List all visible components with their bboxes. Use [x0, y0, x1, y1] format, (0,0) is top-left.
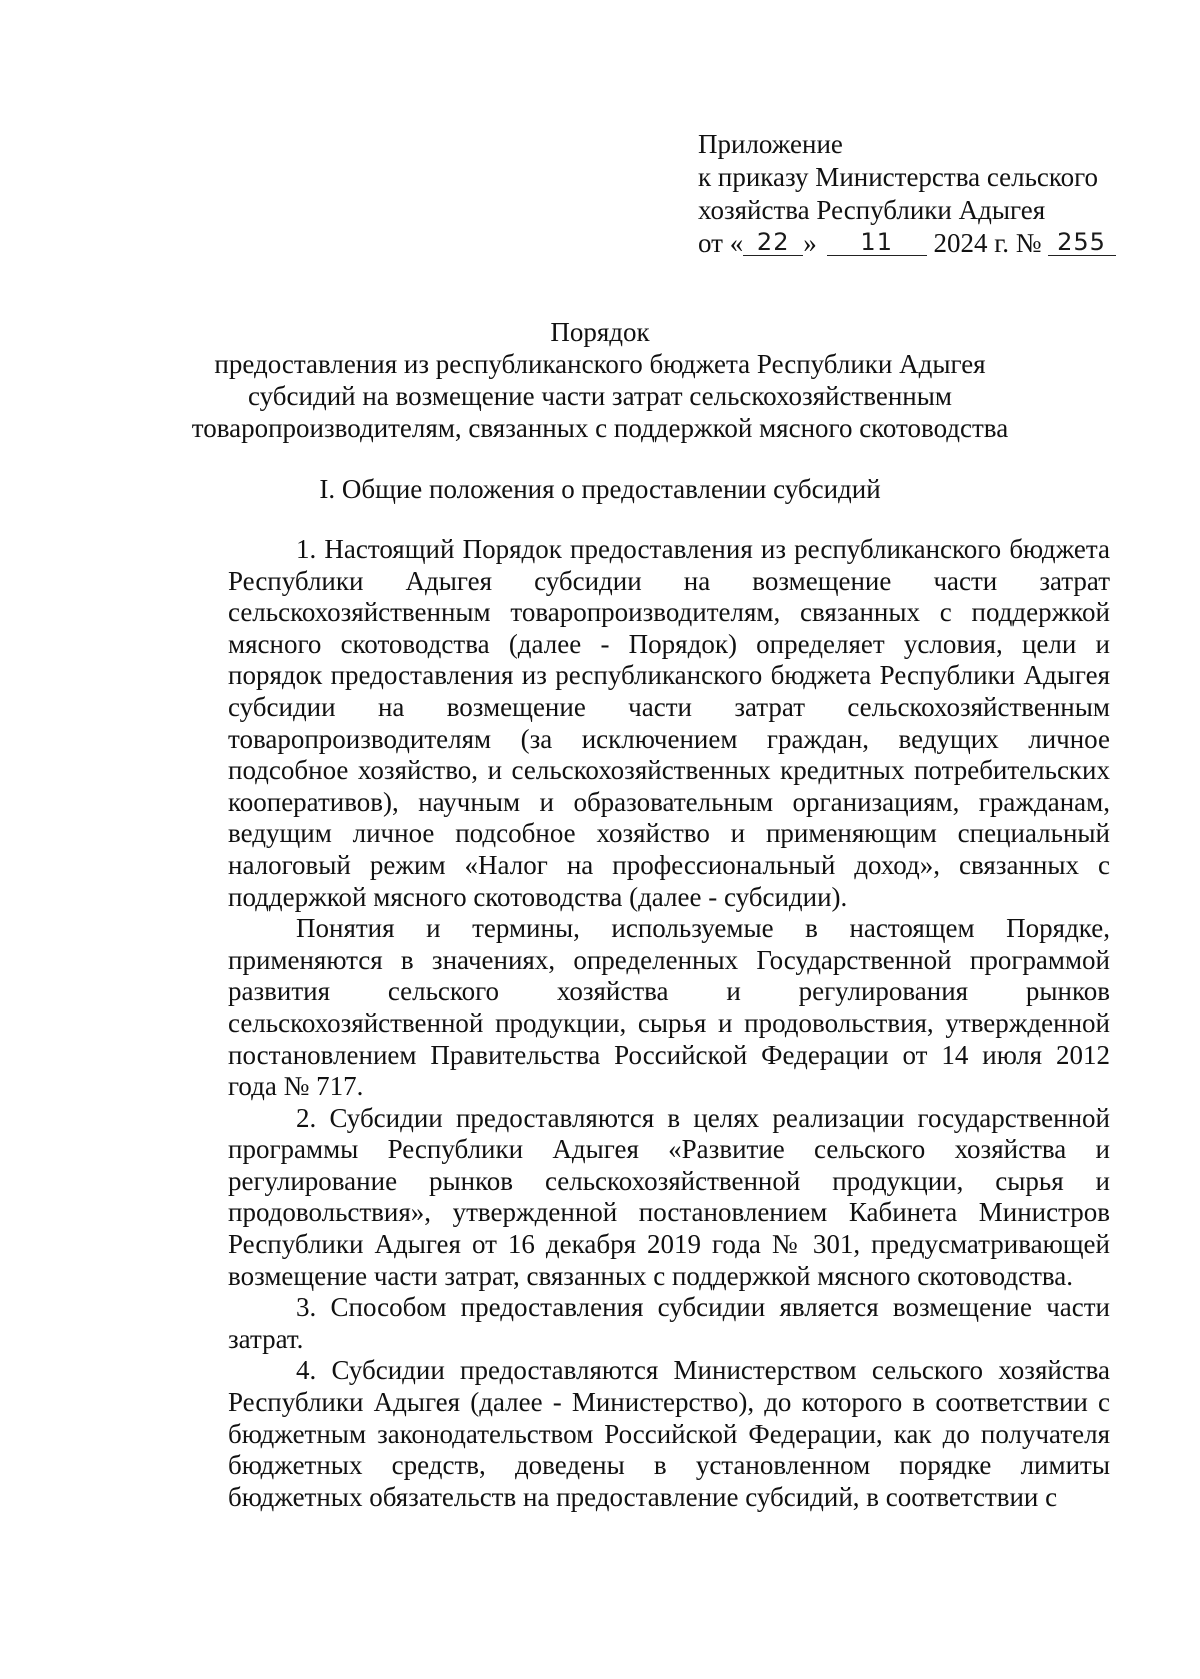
appendix-header — [698, 128, 1168, 260]
paragraph-terms: Понятия и термины, используемые в настоящем Порядке, применяются в значениях, определенных Государственной программой развития сельского хозяйства и регулирования рынков сельскохозяйственной продукции, сырья и продовольствия, утвержденной постановлением Правительства Российской Федерации от 14 июля 2012 года № 717. — [228, 913, 1110, 1102]
document-title — [0, 316, 1200, 444]
section-heading: I. Общие положения о предоставлении субсидий — [319, 474, 881, 504]
handwritten-day: 22 — [743, 229, 803, 256]
document-body — [228, 534, 1110, 1513]
paragraph-2: 2. Субсидии предоставляются в целях реализации государственной программы Республики Адыгея «Развитие сельского хозяйства и регулирование рынков сельскохозяйственной продукции, сырья и продовольствия», утвержденной постановлением Кабинета Министров Республики Адыгея от 16 декабря 2019 года № 301, предусматривающей возмещение части затрат, связанных с поддержкой мясного скотоводства. — [228, 1102, 1110, 1291]
title-line-3: субсидий на возмещение части затрат сельскохозяйственным — [248, 381, 952, 411]
handwritten-month: 11 — [827, 229, 927, 256]
date-quote-close: » — [803, 228, 817, 258]
appendix-label: Приложение — [698, 129, 843, 159]
paragraph-3: 3. Способом предоставления субсидии является возмещение части затрат. — [228, 1292, 1110, 1354]
appendix-ministry: хозяйства Республики Адыгея — [698, 195, 1046, 225]
date-year-number-label: 2024 г. № — [933, 228, 1042, 258]
date-prefix: от « — [698, 228, 744, 258]
title-line-1: Порядок — [550, 317, 650, 347]
handwritten-doc-number: 255 — [1048, 229, 1116, 256]
title-line-2: предоставления из республиканского бюджета Республики Адыгея — [214, 349, 986, 379]
title-line-4: товаропроизводителям, связанных с поддержкой мясного скотоводства — [191, 413, 1009, 443]
appendix-date-line — [698, 227, 1168, 260]
paragraph-4: 4. Субсидии предоставляются Министерством сельского хозяйства Республики Адыгея (далее - Министерство), до которого в соответствии с бюджетным законодательством Российской Федерации, как до получателя бюджетных средств, доведены в установленном порядке лимиты бюджетных обязательств на предоставление субсидий, в соответствии с — [228, 1355, 1110, 1512]
paragraph-1: 1. Настоящий Порядок предоставления из республиканского бюджета Республики Адыгея субсидии на возмещение части затрат сельскохозяйственным товаропроизводителям, связанных с поддержкой мясного скотоводства (далее - Порядок) определяет условия, цели и порядок предоставления из республиканского бюджета Республики Адыгея субсидии на возмещение части затрат сельскохозяйственным товаропроизводителям (за исключением граждан, ведущих личное подсобное хозяйство, и сельскохозяйственных кредитных потребительских кооперативов), научным и образовательным организациям, гражданам, ведущим личное подсобное хозяйство и применяющим специальный налоговый режим «Налог на профессиональный доход», связанных с поддержкой мясного скотоводства (далее - субсидии). — [228, 534, 1110, 912]
appendix-order-ref: к приказу Министерства сельского — [698, 162, 1099, 192]
